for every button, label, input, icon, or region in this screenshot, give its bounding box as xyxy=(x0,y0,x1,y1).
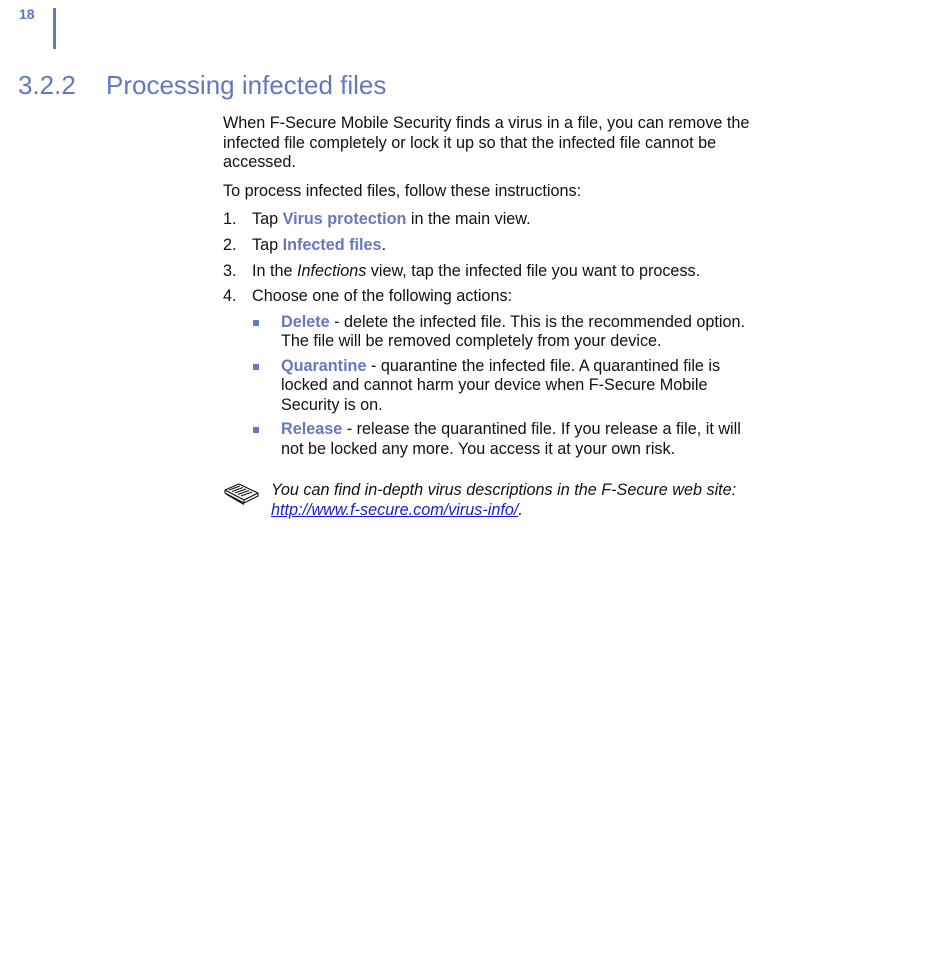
action-desc: - delete the infected file. This is the recommended option. The file will be removed completely from your device. xyxy=(281,312,746,351)
action-item-delete xyxy=(252,313,753,352)
action-text xyxy=(281,357,753,416)
step-number: 3. xyxy=(223,261,237,280)
intro-paragraph: When F-Secure Mobile Security finds a virus in a file, you can remove the infected file completely or lock it up so that the infected file cannot be accessed. xyxy=(223,114,750,171)
steps-list xyxy=(223,210,753,459)
action-name: Delete xyxy=(281,312,330,331)
infected-files-label: Infected files xyxy=(282,235,382,254)
action-name: Release xyxy=(281,420,343,439)
page-number: 18 xyxy=(19,6,35,22)
step-text-post: . xyxy=(381,235,387,254)
step-text-post: in the main view. xyxy=(406,210,531,228)
square-bullet-icon xyxy=(252,313,281,352)
action-text xyxy=(281,420,753,459)
square-bullet-icon xyxy=(252,420,281,459)
step-number: 2. xyxy=(223,235,237,254)
action-desc: - quarantine the infected file. A quarantined file is locked and cannot harm your device when F-Secure Mobile Security is on. xyxy=(281,356,721,414)
virus-info-link[interactable]: http://www.f-secure.com/virus-info/ xyxy=(271,500,519,519)
note-block xyxy=(223,481,753,520)
step-text-post: view, tap the infected file you want to process. xyxy=(366,261,701,280)
step-item xyxy=(223,236,753,256)
action-item-quarantine xyxy=(252,357,753,416)
square-bullet-icon xyxy=(252,357,281,416)
actions-list xyxy=(252,313,753,460)
step-text-pre: Tap xyxy=(252,210,283,228)
section-number: 3.2.2 xyxy=(18,70,76,100)
step-item xyxy=(223,210,753,230)
action-item-release xyxy=(252,420,753,459)
step-text xyxy=(252,262,753,282)
book-note-icon-svg xyxy=(223,481,261,507)
step-text: Choose one of the following actions: xyxy=(252,287,513,306)
action-text xyxy=(281,313,753,352)
step-number: 4. xyxy=(223,287,237,306)
body-content xyxy=(223,114,753,520)
note-message: You can find in-depth virus descriptions in the F-Secure web site: xyxy=(271,481,737,500)
section-title: Processing infected files xyxy=(106,70,387,100)
infections-view-label: Infections xyxy=(297,261,367,280)
step-text-pre: Tap xyxy=(252,235,283,254)
step-item xyxy=(223,262,753,282)
instructions-lead: To process infected files, follow these instructions: xyxy=(223,181,582,200)
note-text xyxy=(271,481,753,520)
virus-protection-label: Virus protection xyxy=(282,210,407,228)
page-number-rule xyxy=(53,8,56,49)
book-note-icon xyxy=(223,481,271,520)
action-desc: - release the quarantined file. If you release a file, it will not be locked any more. You access it at your own risk. xyxy=(281,420,741,458)
step-text xyxy=(252,236,753,256)
section-heading xyxy=(18,70,386,101)
action-name: Quarantine xyxy=(281,356,367,375)
step-text-pre: In the xyxy=(252,261,297,280)
step-item xyxy=(223,287,753,459)
step-text xyxy=(252,210,753,230)
step-number: 1. xyxy=(223,210,237,228)
note-after: . xyxy=(518,500,523,519)
